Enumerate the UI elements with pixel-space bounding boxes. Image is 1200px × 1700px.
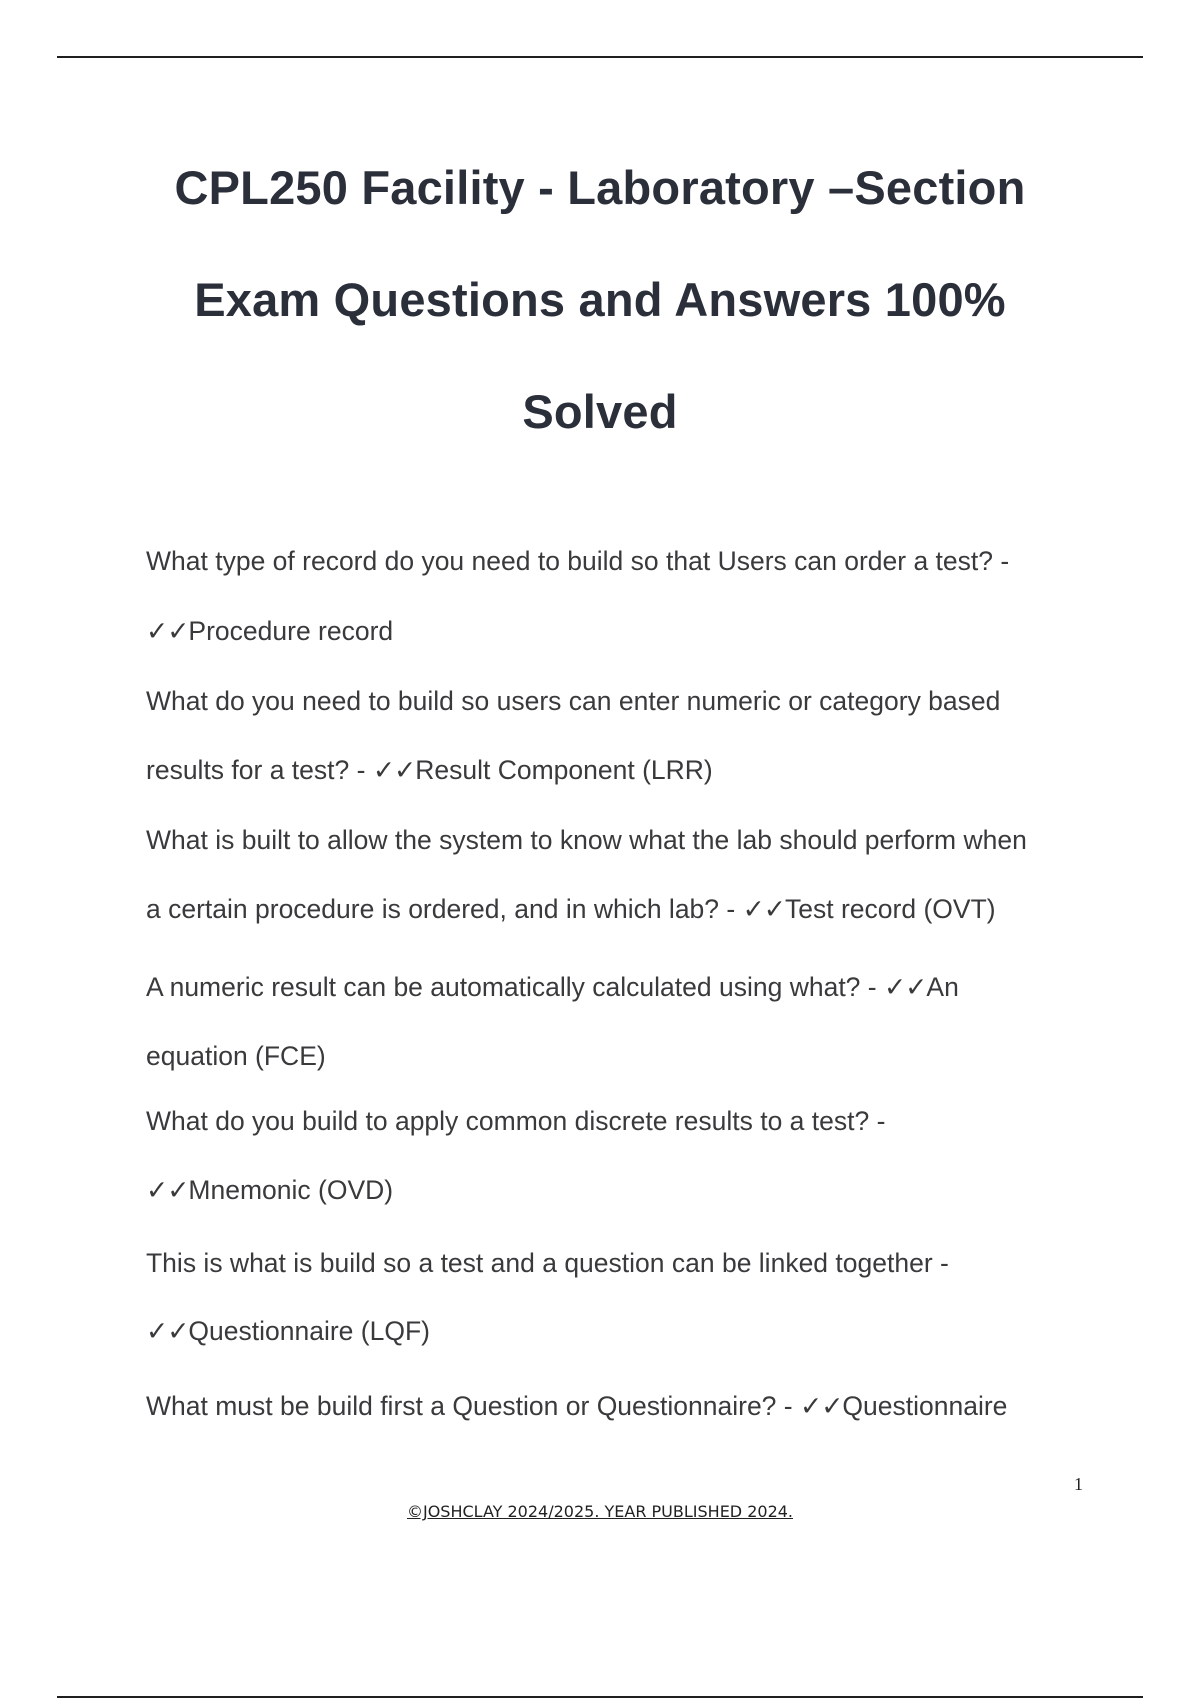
qa-line	[146, 1246, 949, 1280]
question-text: What is built to allow the system to know what the lab should perform when	[146, 825, 1027, 855]
double-check-icon: ✓✓	[146, 616, 189, 646]
qa-line	[146, 614, 393, 648]
question-text: a certain procedure is ordered, and in which lab? -	[146, 894, 743, 924]
footer	[0, 1502, 1200, 1521]
answer-text: Test record (OVT)	[785, 894, 996, 924]
title-line-2: Exam Questions and Answers 100%	[194, 273, 1006, 326]
question-text: What do you build to apply common discrete results to a test? -	[146, 1106, 886, 1136]
question-text: A numeric result can be automatically calculated using what? -	[146, 972, 884, 1002]
answer-text: Procedure record	[188, 616, 394, 646]
title-line-3: Solved	[522, 385, 678, 438]
double-check-icon: ✓✓	[883, 972, 927, 1002]
question-text: results for a test? -	[146, 755, 373, 785]
answer-text: Questionnaire	[842, 1391, 1008, 1421]
answer-text: Questionnaire (LQF)	[188, 1316, 430, 1346]
qa-line	[146, 1314, 430, 1348]
answer-text: Result Component (LRR)	[415, 755, 713, 785]
header-rule	[57, 56, 1143, 58]
qa-line	[146, 1039, 326, 1073]
qa-line	[146, 1389, 1007, 1423]
double-check-icon: ✓✓	[372, 755, 416, 785]
qa-line	[146, 544, 1009, 578]
qa-line	[146, 684, 1000, 718]
copyright-footer: ©JOSHCLAY 2024/2025. YEAR PUBLISHED 2024.	[406, 1502, 794, 1521]
answer-text: Mnemonic (OVD)	[188, 1175, 394, 1205]
document-title	[100, 132, 1100, 468]
qa-line	[146, 823, 1027, 857]
question-text: equation (FCE)	[146, 1041, 326, 1071]
qa-line	[146, 753, 713, 787]
question-text: This is what is build so a test and a question can be linked together -	[146, 1248, 949, 1278]
bottom-rule	[57, 1696, 1143, 1698]
qa-line	[146, 970, 959, 1004]
question-text: What must be build first a Question or Questionnaire? -	[146, 1391, 800, 1421]
answer-text: An	[926, 972, 959, 1002]
double-check-icon: ✓✓	[146, 1316, 189, 1346]
double-check-icon: ✓✓	[146, 1175, 189, 1205]
double-check-icon: ✓✓	[742, 894, 786, 924]
qa-line	[146, 1104, 885, 1138]
page-number: 1	[1074, 1474, 1083, 1494]
question-text: What do you need to build so users can enter numeric or category based	[146, 686, 1001, 716]
question-text: What type of record do you need to build so that Users can order a test? -	[146, 546, 1010, 576]
qa-line	[146, 892, 996, 926]
double-check-icon: ✓✓	[799, 1391, 843, 1421]
title-line-1: CPL250 Facility - Laboratory –Section	[174, 161, 1026, 214]
qa-line	[146, 1173, 393, 1207]
